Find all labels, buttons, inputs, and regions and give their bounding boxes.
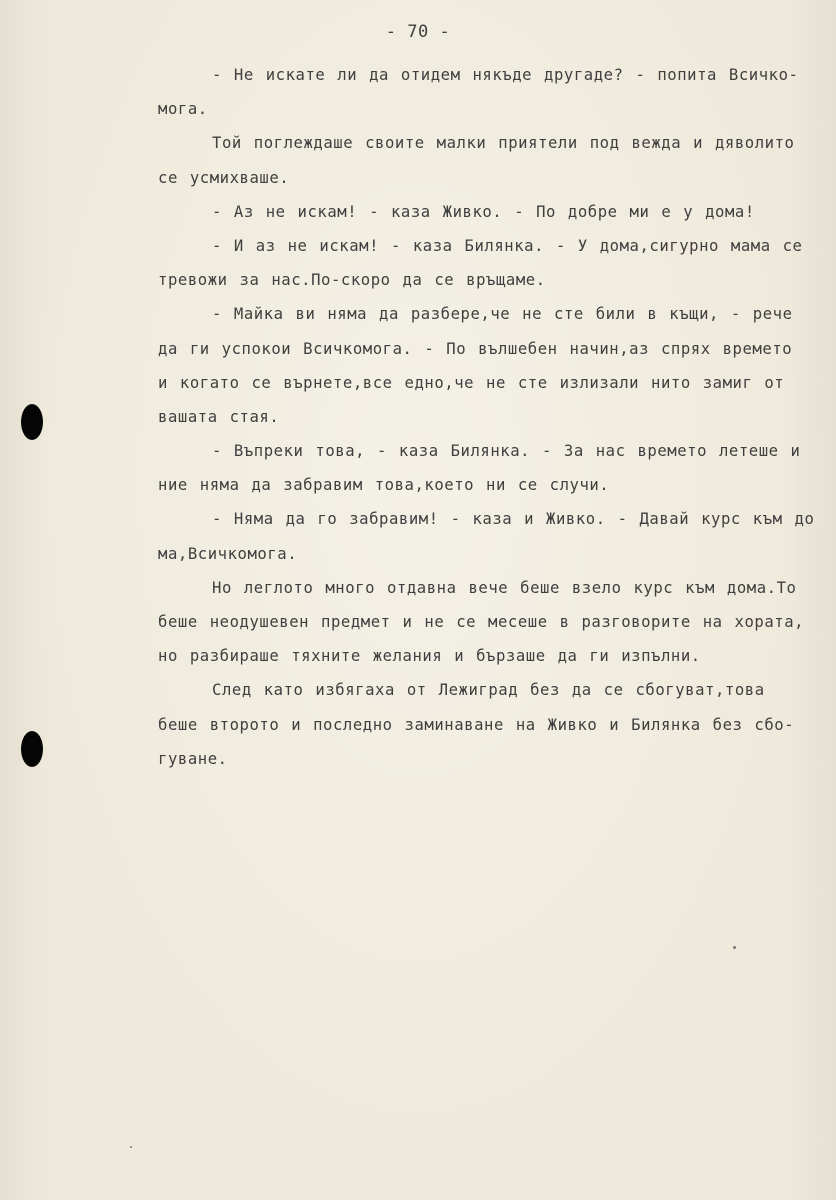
text-line: Той поглеждаше своите малки приятели под вежда и дяволито bbox=[212, 134, 795, 153]
text-line: - Не искате ли да отидем някъде другаде? - попита Всичко- bbox=[212, 66, 799, 84]
text-line: - И аз не искам! - каза Билянка. - У дома,сигурно мама се bbox=[212, 236, 803, 255]
text-line: ние няма да забравим това,което ни се случи. bbox=[158, 476, 610, 495]
text-line: се усмихваше. bbox=[158, 168, 290, 187]
text-line: да ги успокои Всичкомога. - По вълшебен начин,аз спрях времето bbox=[158, 339, 793, 358]
text-line: беше второто и последно заминаване на Живко и Билянка без сбо- bbox=[158, 715, 795, 734]
paper-speck bbox=[130, 1146, 132, 1148]
text-line: - Въпреки това, - каза Билянка. - За нас времето летеше и bbox=[212, 442, 801, 461]
page-number: - 70 - bbox=[385, 22, 451, 42]
body-text bbox=[158, 58, 828, 776]
text-line: - Аз не искам! - каза Живко. - По добре ми е у дома! bbox=[212, 202, 755, 221]
text-line: но разбираше тяхните желания и бързаше да ги изпълни. bbox=[158, 647, 701, 666]
text-line: Но леглото много отдавна вече беше взело курс към дома.То bbox=[212, 578, 797, 597]
text-line: ма,Всичкомога. bbox=[158, 544, 298, 563]
text-line: и когато се върнете,все едно,че не сте излизали нито замиг от bbox=[158, 373, 785, 392]
text-line: беше неодушевен предмет и не се месеше в разговорите на хората, bbox=[158, 613, 805, 631]
punch-hole-bottom bbox=[21, 731, 43, 767]
text-line: тревожи за нас.По-скоро да се връщаме. bbox=[158, 271, 546, 290]
text-line: вашата стая. bbox=[158, 407, 280, 426]
text-line: - Няма да го забравим! - каза и Живко. - Давай курс към до bbox=[212, 510, 815, 529]
text-line: - Майка ви няма да разбере,че не сте били в къщи, - рече bbox=[212, 305, 793, 324]
text-line: гуване. bbox=[158, 749, 228, 768]
text-line: могa. bbox=[158, 100, 208, 119]
punch-hole-top bbox=[21, 404, 43, 440]
text-line: След като избягаха от Лежиград без да се сбогуват,това bbox=[212, 681, 765, 700]
paper-speck bbox=[733, 946, 736, 949]
